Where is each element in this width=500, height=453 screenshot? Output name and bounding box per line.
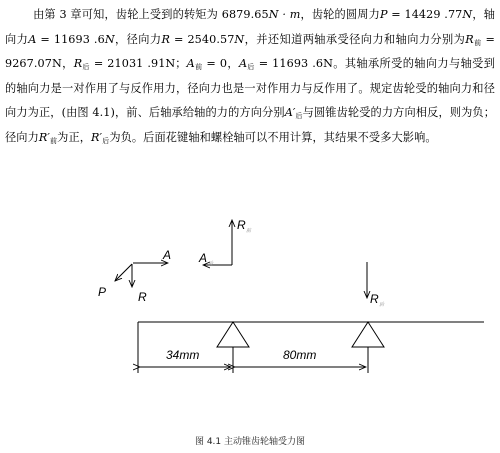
front-bearing-support	[217, 322, 249, 347]
label-r-front: R	[237, 218, 246, 232]
force-diagram	[0, 205, 500, 400]
label-a-rear: A	[199, 251, 208, 265]
label-r: R	[138, 290, 147, 304]
svg-text:后: 后	[208, 261, 214, 267]
svg-text:后: 后	[379, 302, 385, 308]
dimension-label-34: 34mm	[166, 348, 200, 362]
dimension-label-80: 80mm	[283, 348, 317, 362]
label-r-rear: R	[370, 292, 379, 306]
figure-caption: 图 4.1 主动锥齿轮轴受力图	[194, 437, 306, 447]
svg-text:前: 前	[246, 228, 252, 234]
body-paragraph: 由第 3 章可知，齿轮上受到的转矩为 6879.65N · m，齿轮的圆周力P = 14429 .77N，轴向力A = 11693 .6N，径向力R = 2540.57N，并还知道两轴承受径向力和轴向力分别为$R_前 = 9267.07N$，$R_后 = 21031$ .91N；$A_前 = 0$，$A_后 = 11693$ .6N。其轴承所受的轴向力与轴受到的轴向力是一对作用了与反作用力，径向力也是一对作用力与反作用了。规定齿轮受的轴向力和径向力为正，(由图 4.1)，前、后轴承给轴的力的方向分别$A'_后$与圆锥齿轮受的力方向相反，则为负；径向力$R'_前$为正，$R'_后$为负。后面花键轴和螺栓轴可以不用计算，其结果不受多大影响。	[5, 8, 496, 145]
rear-bearing-support	[352, 322, 384, 347]
label-a: A	[163, 248, 172, 262]
circumferential-force-arrow	[115, 264, 132, 281]
label-p: P	[98, 285, 107, 299]
